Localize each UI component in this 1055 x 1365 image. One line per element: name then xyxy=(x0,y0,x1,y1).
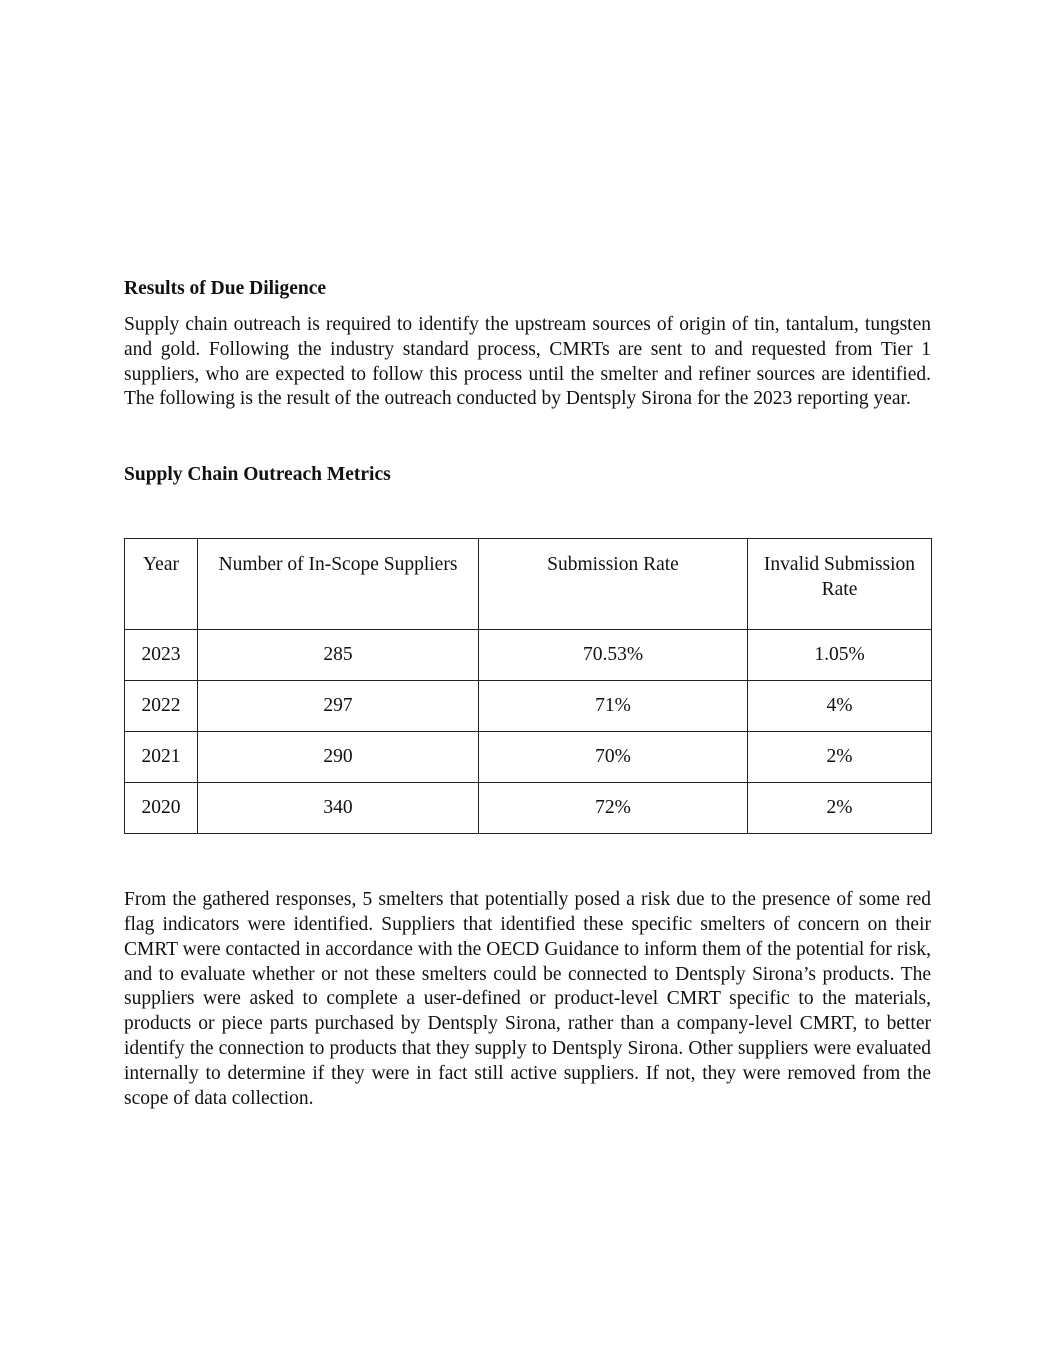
table-row xyxy=(125,732,932,783)
cell-in-scope-suppliers: 285 xyxy=(198,630,479,681)
outreach-metrics-heading: Supply Chain Outreach Metrics xyxy=(124,464,391,486)
table-row xyxy=(125,783,932,834)
cell-submission-rate: 70.53% xyxy=(479,630,748,681)
table-row xyxy=(125,681,932,732)
cell-in-scope-suppliers: 340 xyxy=(198,783,479,834)
cell-invalid-submission-rate: 2% xyxy=(748,783,932,834)
cell-in-scope-suppliers: 290 xyxy=(198,732,479,783)
column-header-year: Year xyxy=(125,539,198,630)
cell-year: 2020 xyxy=(125,783,198,834)
cell-year: 2022 xyxy=(125,681,198,732)
cell-submission-rate: 71% xyxy=(479,681,748,732)
cell-year: 2021 xyxy=(125,732,198,783)
cell-invalid-submission-rate: 4% xyxy=(748,681,932,732)
cell-invalid-submission-rate: 2% xyxy=(748,732,932,783)
cell-in-scope-suppliers: 297 xyxy=(198,681,479,732)
cell-submission-rate: 72% xyxy=(479,783,748,834)
cell-submission-rate: 70% xyxy=(479,732,748,783)
column-header-invalid-submission-rate: Invalid Submission Rate xyxy=(748,539,932,630)
smelter-risk-paragraph: From the gathered responses, 5 smelters that potentially posed a risk due to the presence of some red flag indicators were identified. Suppliers that identified these specific smelters of concern on their CMRT were contacted in accordance with the OECD Guidance to inform them of the potential for risk, and to evaluate whether or not these smelters could be connected to Dentsply Sirona’s products. The suppliers were asked to complete a user-defined or product-level CMRT specific to the materials, products or piece parts purchased by Dentsply Sirona, rather than a company-level CMRT, to better identify the connection to products that they supply to Dentsply Sirona. Other suppliers were evaluated internally to determine if they were in fact still active suppliers. If not, they were removed from the scope of data collection. xyxy=(124,889,931,1109)
table-row xyxy=(125,630,932,681)
column-header-in-scope-suppliers: Number of In-Scope Suppliers xyxy=(198,539,479,630)
cell-invalid-submission-rate: 1.05% xyxy=(748,630,932,681)
column-header-submission-rate: Submission Rate xyxy=(479,539,748,630)
results-of-due-diligence-heading: Results of Due Diligence xyxy=(124,278,327,299)
table-header-row xyxy=(125,539,932,630)
outreach-metrics-table xyxy=(124,538,932,834)
outreach-intro-paragraph: Supply chain outreach is required to identify the upstream sources of origin of tin, tantalum, tungsten and gold. Following the industry standard process, CMRTs are sent to and requested from Tier 1 suppliers, who are expected to follow this process until the smelter and refiner sources are identified. The following is the result of the outreach conducted by Dentsply Sirona for the 2023 reporting year. xyxy=(124,314,931,410)
cell-year: 2023 xyxy=(125,630,198,681)
document-page xyxy=(124,276,931,1111)
